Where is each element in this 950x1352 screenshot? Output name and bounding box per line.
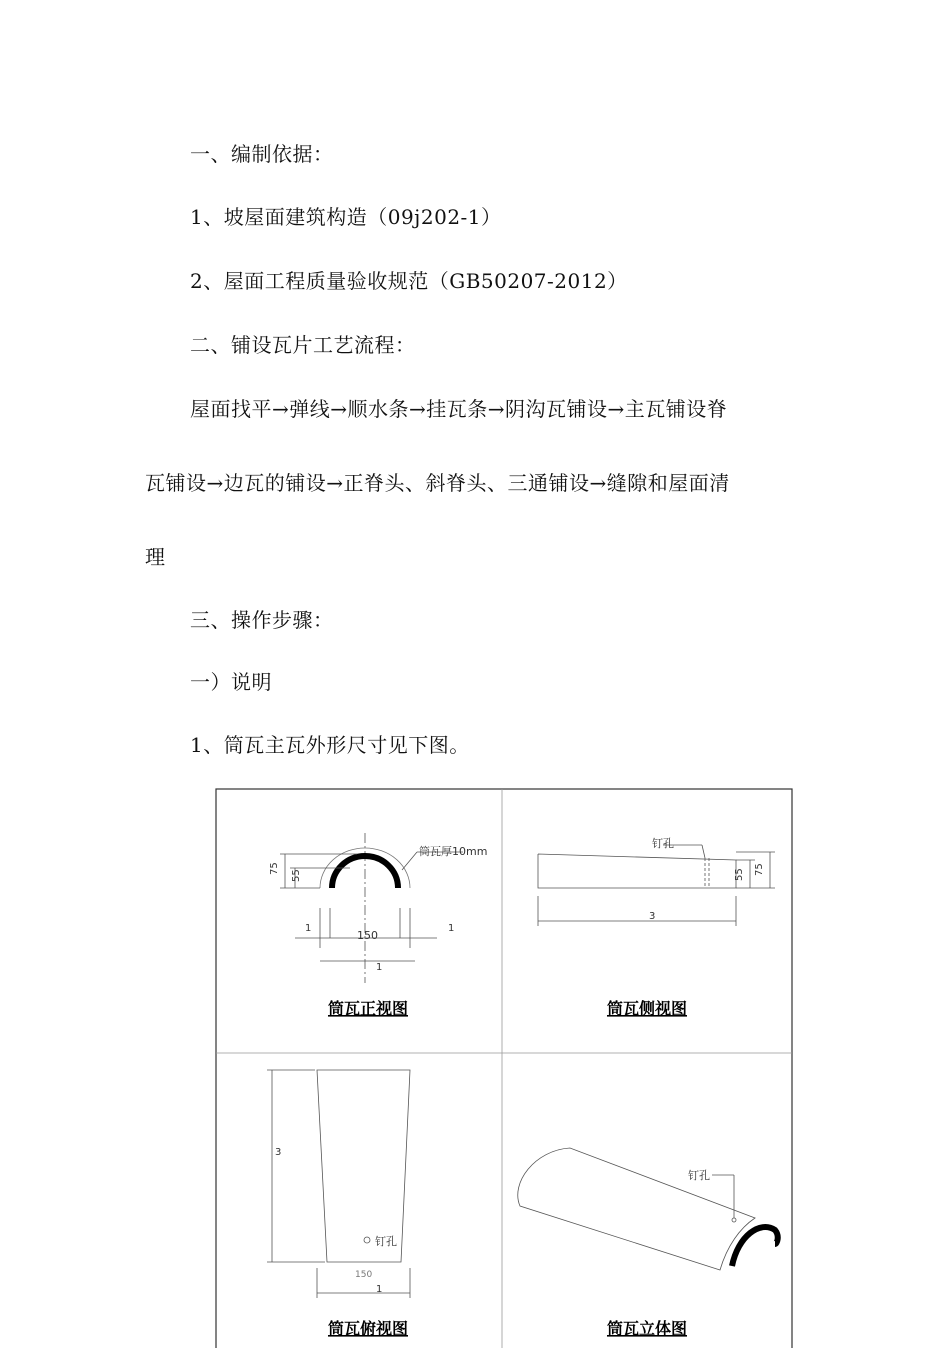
front-view-dim-left: 1 <box>305 923 312 934</box>
side-view-dim-75: 75 <box>754 863 765 876</box>
top-view-dim-bottom: 1 <box>376 1284 383 1295</box>
heading-steps: 三、操作步骤： <box>190 608 334 632</box>
top-view-nail-hole <box>364 1237 370 1243</box>
iso-view-body <box>518 1148 755 1270</box>
reference-1-text: 1、坡屋面建筑构造（09j202-1） <box>190 205 502 229</box>
process-flow-line-2: 瓦铺设→边瓦的铺设→正脊头、斜脊头、三通铺设→缝隙和屋面清 <box>145 471 730 495</box>
iso-view <box>518 1148 778 1270</box>
iso-view-caption: 筒瓦立体图 <box>606 1319 688 1338</box>
front-view-dim-150: 150 <box>357 929 378 942</box>
top-view <box>267 1070 410 1298</box>
top-view-dim-150: 150 <box>355 1270 373 1280</box>
front-view-dim-75: 75 <box>269 862 280 875</box>
top-view-dim-length: 3 <box>275 1147 282 1158</box>
front-view-dim-55: 55 <box>291 869 302 882</box>
sub-heading-notes: 一）说明 <box>190 670 272 694</box>
heading-basis: 一、编制依据： <box>190 142 334 166</box>
side-view-dim-length: 3 <box>649 911 656 922</box>
heading-process: 二、铺设瓦片工艺流程： <box>190 333 416 357</box>
side-view-hole-label: 钉孔 <box>652 837 674 850</box>
top-view-hole-label: 钉孔 <box>375 1235 397 1248</box>
process-flow-line-1: 屋面找平→弹线→顺水条→挂瓦条→阴沟瓦铺设→主瓦铺设脊 <box>190 397 728 421</box>
process-flow-line-3: 理 <box>145 545 166 569</box>
side-view-dim-55: 55 <box>734 868 745 881</box>
reference-1 <box>190 201 502 230</box>
side-view <box>538 845 775 926</box>
front-view-dim-bottom: 1 <box>376 962 383 973</box>
reference-2: 2、屋面工程质量验收规范（GB50207-2012） <box>190 269 628 293</box>
side-view-caption: 筒瓦侧视图 <box>606 999 688 1018</box>
figure-frame <box>216 789 792 1348</box>
iso-view-hole-label: 钉孔 <box>688 1169 710 1182</box>
item-tile-dimensions: 1、筒瓦主瓦外形尺寸见下图。 <box>190 733 470 757</box>
top-view-caption: 筒瓦俯视图 <box>327 1319 409 1338</box>
side-view-outline <box>538 854 736 888</box>
front-view-caption: 筒瓦正视图 <box>327 999 409 1018</box>
top-view-outline <box>317 1070 410 1262</box>
tile-drawing-figure <box>215 788 795 1352</box>
front-view-dim-right: 1 <box>448 923 455 934</box>
front-view-thickness-note: 筒瓦厚10mm <box>419 845 488 858</box>
